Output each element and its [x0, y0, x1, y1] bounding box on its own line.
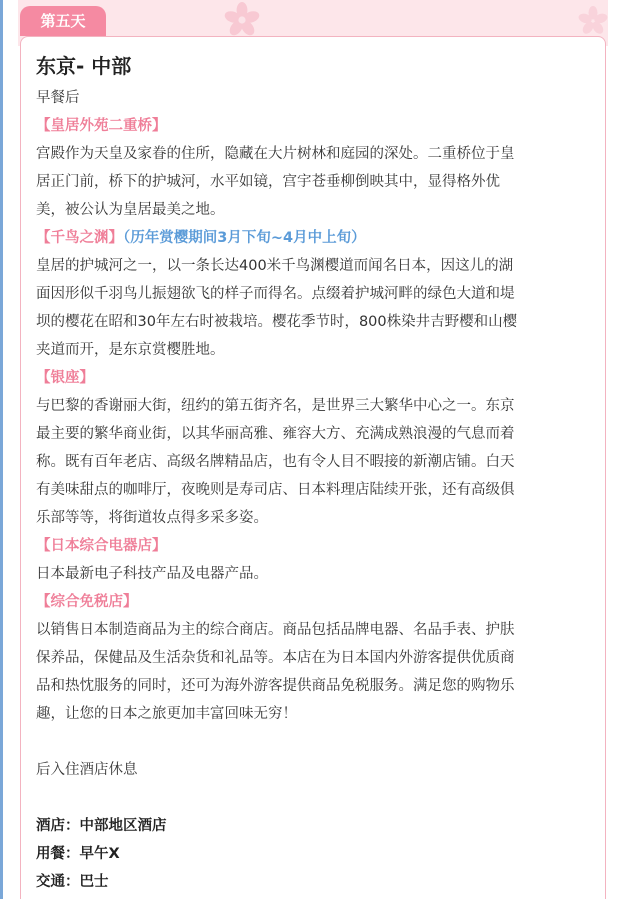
left-edge-strip	[0, 0, 3, 899]
spot-ginza	[36, 364, 602, 532]
spot-electronics-store	[36, 532, 602, 588]
spot-description: 宫殿作为天皇及家眷的住所，隐藏在大片树林和庭园的深处。二重桥位于皇 居正门前，桥下的护城河，水平如镜，宫宇苍垂柳倒映其中，显得格外优 美，被公认为皇居最美之地。	[36, 146, 515, 218]
spacer	[36, 784, 602, 812]
city-title: 东京- 中部	[36, 54, 132, 78]
spot-note: （历年赏樱期间3月下旬~4月中上旬）	[123, 230, 366, 246]
spacer	[36, 728, 602, 756]
spot-heading: 【千鸟之渊】（历年赏樱期间3月下旬~4月中上旬）	[36, 230, 366, 246]
cherry-blossom-icon	[578, 6, 608, 36]
spot-description: 皇居的护城河之一，以一条长达400米千鸟渊樱道而闻名日本，因这儿的湖 面因形似千羽鸟儿振翅欲飞的样子而得名。点缀着护城河畔的绿色大道和堤 坝的樱花在昭和30年左右时被栽培。樱花季节时，800株染井吉野樱和山樱 夹道而开，是东京赏樱胜地。	[36, 258, 518, 358]
spot-chidorigafuchi	[36, 224, 602, 364]
spot-heading: 【银座】	[36, 370, 94, 386]
spot-duty-free-store	[36, 588, 602, 728]
hotel-info: 酒店：中部地区酒店	[36, 818, 167, 834]
spot-heading: 【日本综合电器店】	[36, 538, 167, 554]
intro-text: 早餐后	[36, 90, 80, 106]
day-tab: 第五天	[20, 6, 106, 36]
closing-text: 后入住酒店休息	[36, 762, 138, 778]
spot-description: 与巴黎的香谢丽大街，纽约的第五街齐名，是世界三大繁华中心之一。东京 最主要的繁华商业街，以其华丽高雅、雍容大方、充满成熟浪漫的气息而着 称。既有百年老店、高级名牌精品店，也有令人目不暇接的新潮店铺。白天 有美味甜点的咖啡厅，夜晚则是寿司店、日本料理店陆续开张，还有高级俱 乐部等等，将街道妆点得多采多姿。	[36, 398, 515, 526]
cherry-blossom-icon	[224, 2, 260, 38]
spot-imperial-palace	[36, 112, 602, 224]
spot-heading: 【综合免税店】	[36, 594, 138, 610]
spot-heading: 【皇居外苑二重桥】	[36, 118, 167, 134]
transport-info: 交通：巴士	[36, 874, 109, 890]
spot-description: 日本最新电子科技产品及电器产品。	[36, 566, 268, 582]
spot-description: 以销售日本制造商品为主的综合商店。商品包括品牌电器、名品手表、护肤 保养品，保健品及生活杂货和礼品等。本店在为日本国内外游客提供优质商 品和热忱服务的同时，还可为海外游客提供商品免税服务。满足您的购物乐 趣，让您的日本之旅更加丰富回味无穷！	[36, 622, 515, 722]
meals-info: 用餐：早午X	[36, 846, 120, 862]
itinerary-content	[36, 52, 602, 896]
